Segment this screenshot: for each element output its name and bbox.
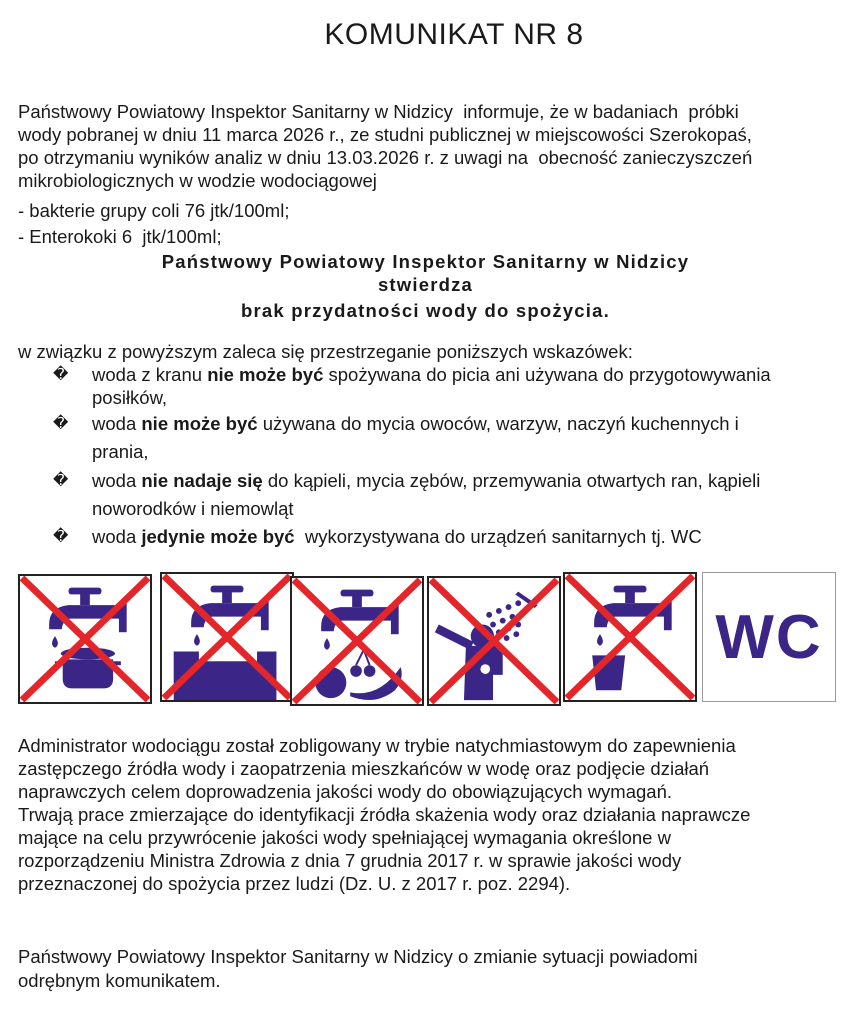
recommendation-intro: w związku z powyższym zaleca się przestrzeganie poniższych wskazówek:: [18, 341, 633, 362]
bullet-text: [92, 413, 739, 435]
no-dishwashing-icon: [160, 572, 294, 702]
intro-line: po otrzymaniu wyników analiz w dniu 13.03.2026 r. z uwagi na obecność zanieczyszczeń: [18, 147, 753, 168]
bullet-text: [92, 526, 702, 548]
intro-line: - bakterie grupy coli 76 jtk/100ml;: [18, 200, 290, 221]
bullet-text-post: używana do mycia owoców, warzyw, naczyń kuchennych i: [257, 413, 739, 434]
bullet-text-pre: woda z kranu: [92, 364, 208, 385]
admin-line: przeznaczonej do spożycia przez ludzi (Dz. U. z 2017 r. poz. 2294).: [18, 873, 571, 894]
page-title: KOMUNIKAT NR 8: [324, 18, 584, 51]
no-cooking-pictogram: [20, 576, 150, 702]
wc-icon: [702, 572, 836, 702]
no-bathing-pictogram: [429, 578, 559, 704]
bullet-marker: �: [53, 415, 69, 432]
decision-authority: Państwowy Powiatowy Inspektor Sanitarny w Nidzicy: [161, 251, 690, 272]
admin-line: rozporządzeniu Ministra Zdrowia z dnia 7 grudnia 2017 r. w sprawie jakości wody: [18, 850, 682, 871]
admin-line: Administrator wodociągu został zobligowany w trybie natychmiastowym do zapewnienia: [18, 735, 736, 756]
bullet-text: [92, 364, 771, 386]
bullet-text-pre: woda: [92, 413, 142, 434]
admin-line: Trwają prace zmierzające do identyfikacji źródła skażenia wody oraz działania naprawcze: [18, 804, 751, 825]
closing-line: odrębnym komunikatem.: [18, 970, 221, 991]
bullet-text-pre: woda: [92, 470, 142, 491]
admin-line: zastępczego źródła wody i zaopatrzenia mieszkańców w wodę oraz podjęcie działań: [18, 758, 710, 779]
intro-line: mikrobiologicznych w wodzie wodociągowej: [18, 170, 377, 191]
no-cooking-icon: [18, 574, 152, 704]
bullet-text-continued: prania,: [92, 441, 149, 462]
bullet-text-pre: woda: [92, 526, 142, 547]
intro-line: Państwowy Powiatowy Inspektor Sanitarny w Nidzicy informuje, że w badaniach próbki: [18, 101, 739, 122]
admin-line: mające na celu przywrócenie jakości wody spełniającej wymagania określone w: [18, 827, 671, 848]
no-drinking-icon: [563, 572, 697, 702]
bullet-text-bold: nie może być: [207, 364, 324, 385]
bullet-marker: �: [53, 366, 69, 383]
bullet-text-bold: jedynie może być: [141, 526, 295, 547]
intro-line: wody pobranej w dniu 11 marca 2026 r., ze studni publicznej w miejscowości Szerokopaś,: [18, 124, 752, 145]
bullet-text-bold: nie nadaje się: [141, 470, 263, 491]
bullet-marker: �: [53, 472, 69, 489]
bullet-marker: �: [53, 528, 69, 545]
bullet-text: [92, 470, 760, 492]
bullet-text-continued: posiłków,: [92, 387, 168, 408]
no-drinking-pictogram: [565, 574, 695, 700]
bullet-text-post: spożywana do picia ani używana do przygotowywania: [323, 364, 771, 385]
bullet-text-continued: noworodków i niemowląt: [92, 498, 294, 519]
decision-verb: stwierdza: [377, 274, 474, 295]
no-washing-food-pictogram: [292, 578, 422, 704]
admin-line: naprawczych celem doprowadzenia jakości wody do obowiązujących wymagań.: [18, 781, 673, 802]
bullet-text-post: do kąpieli, mycia zębów, przemywania otwartych ran, kąpieli: [262, 470, 761, 491]
no-dishwashing-pictogram: [162, 574, 292, 700]
decision-statement: brak przydatności wody do spożycia.: [241, 300, 610, 321]
closing-line: Państwowy Powiatowy Inspektor Sanitarny w Nidzicy o zmianie sytuacji powiadomi: [18, 946, 698, 967]
no-bathing-icon: [427, 576, 561, 706]
no-washing-food-icon: [290, 576, 424, 706]
intro-line: - Enterokoki 6 jtk/100ml;: [18, 226, 222, 247]
wc-label: WC: [715, 602, 823, 672]
bullet-text-bold: nie może być: [141, 413, 258, 434]
bullet-text-post: wykorzystywana do urządzeń sanitarnych tj. WC: [294, 526, 702, 547]
